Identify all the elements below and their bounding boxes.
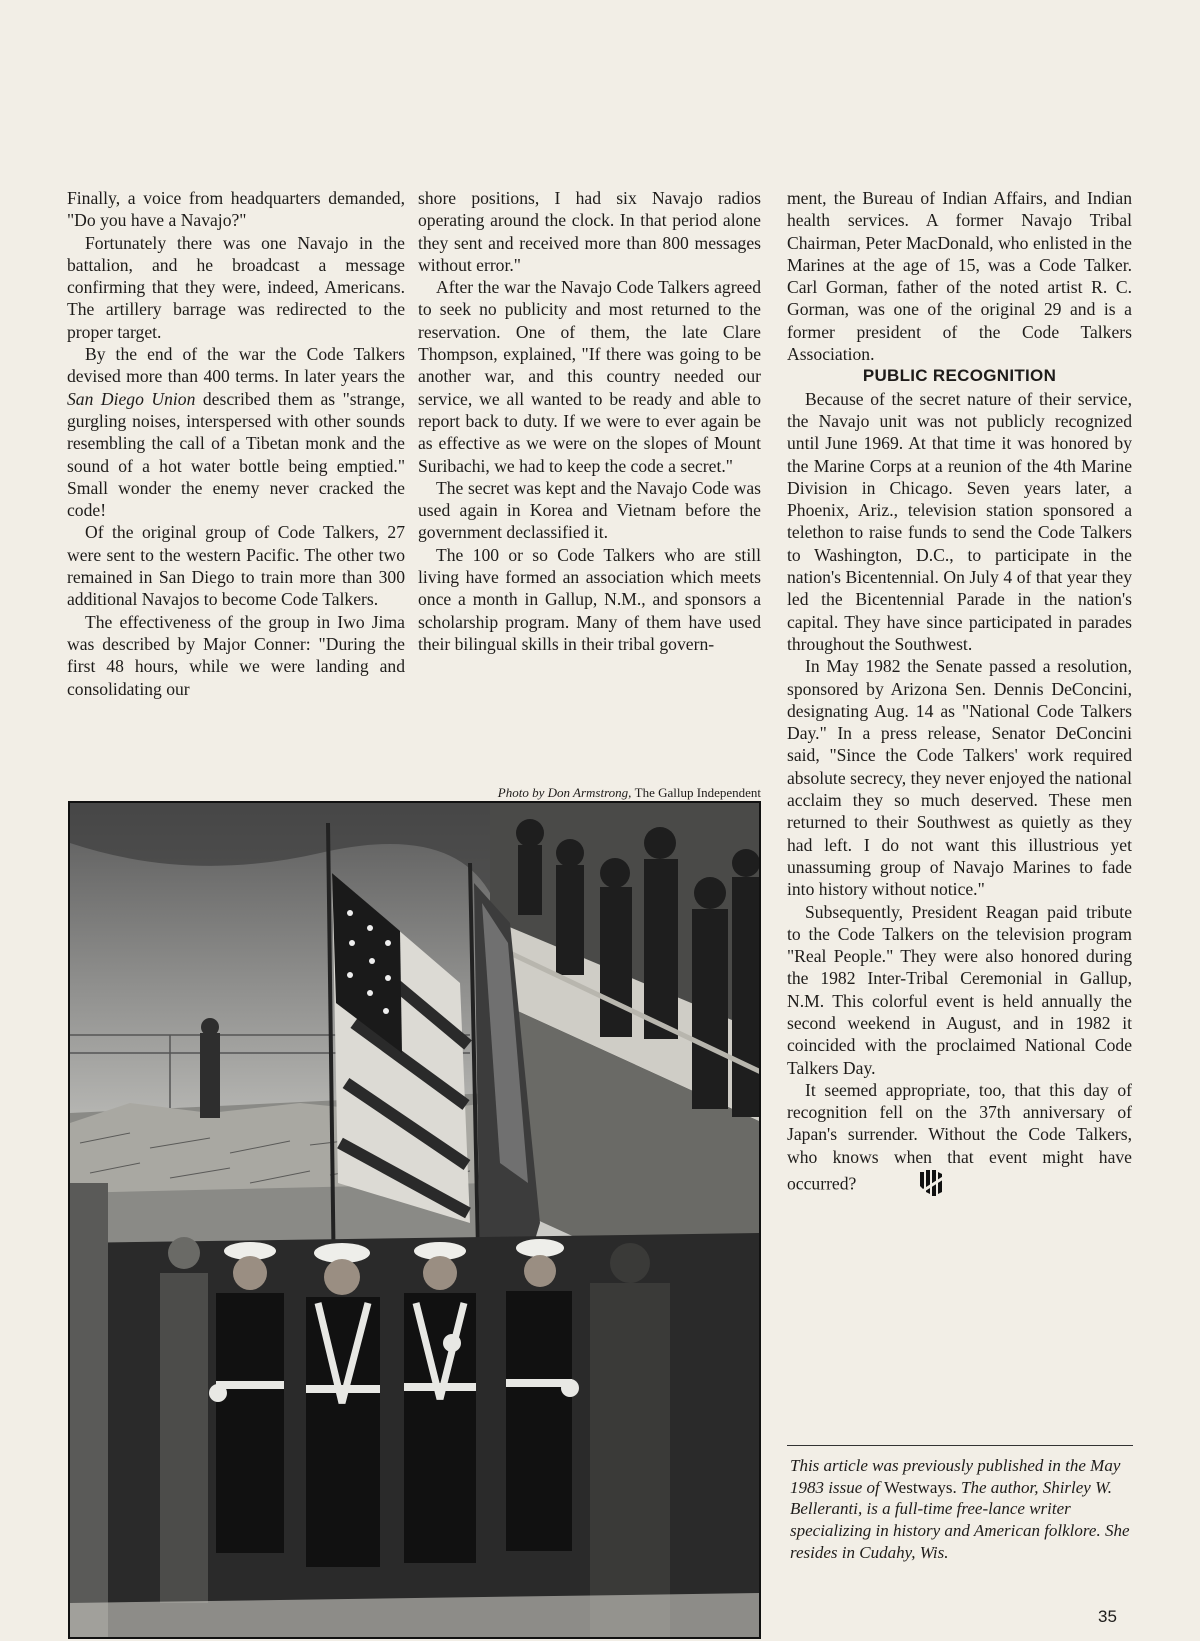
paragraph: shore positions, I had six Navajo radios operating around the clock. In that period alone they sent and received more than 800 messages without error."	[418, 188, 761, 275]
author-bio: This article was previously published in the May 1983 issue of Westways. The author, Shirley W. Belleranti, is a full-time free-lance writer specializing in history and American folklore. She resides in Cudahy, Wis.	[790, 1456, 1130, 1562]
section-heading: PUBLIC RECOGNITION	[862, 366, 1057, 386]
paragraph: After the war the Navajo Code Talkers agreed to seek no publicity and most returned to the reservation. One of them, the late Clare Thompson, explained, "If there was going to be another war, and this country needed our service, we all wanted to be ready and able to report back to duty. If we were to ever again be as effective as we were on the slopes of Mount Suribachi, we had to keep the code a secret."	[418, 277, 761, 476]
paragraph: The effectiveness of the group in Iwo Jima was described by Major Conner: "During the first 48 hours, while we were landing and consolidating our	[67, 611, 405, 699]
paragraph: It seemed appropriate, too, that this day of recognition fell on the 37th anniversary of Japan's surrender. Without the Code Talkers, who knows when that event might have occurred?	[787, 1079, 1132, 1203]
paragraph: The 100 or so Code Talkers who are still living have formed an association which meets once a month in Gallup, N.M., and sponsors a scholarship program. Many of them have used their bilingual skills in their tribal govern-	[418, 544, 761, 654]
article-column-3	[787, 187, 1132, 1203]
bio-divider	[787, 1445, 1133, 1446]
paragraph: ment, the Bureau of Indian Affairs, and Indian health services. A former Navajo Tribal Chairman, Peter MacDonald, who enlisted in the Marines at the age of 15, was a Code Talker. Carl Gorman, father of the noted artist R. C. Gorman, was one of the original 29 and is a former president of the Code Talkers Association.	[787, 188, 1132, 365]
article-column-1	[67, 187, 405, 700]
article-column-2	[418, 187, 761, 655]
paragraph: By the end of the war the Code Talkers devised more than 400 terms. In later years the San Diego Union described them as "strange, gurgling noises, interspersed with other sounds resembling the call of a Tibetan monk and the sound of a hot water bottle being emptied." Small wonder the enemy never cracked the code!	[67, 344, 405, 521]
paragraph: The secret was kept and the Navajo Code was used again in Korea and Vietnam before the government declassified it.	[418, 477, 761, 543]
publication-name: San Diego Union	[67, 388, 196, 409]
paragraph: Subsequently, President Reagan paid tribute to the Code Talkers on the television program "Real People." They were also honored during the 1982 Inter-Tribal Ceremonial in Gallup, N.M. This colorful event is held annually the second weekend in August, and in 1982 it coincided with the proclaimed National Code Talkers Day.	[787, 901, 1132, 1078]
paragraph: In May 1982 the Senate passed a resolution, sponsored by Arizona Sen. Dennis DeConcini, designating Aug. 14 as "National Code Talkers Day." In a press release, Senator DeConcini said, "Since the Code Talkers' work required absolute secrecy, they never enjoyed the national acclaim they so much deserved. These men returned to their Southwest as quietly as they had left. I do not want this illustrious yet unassuming group of Navajo Marines to fade into history without notice."	[787, 656, 1132, 900]
page-number: 35	[1098, 1607, 1117, 1626]
paragraph: Finally, a voice from headquarters demanded, "Do you have a Navajo?"	[67, 188, 405, 231]
paragraph: Fortunately there was one Navajo in the battalion, and he broadcast a message confirming that they were, indeed, Americans. The artillery barrage was redirected to the proper target.	[67, 232, 405, 342]
end-mark-icon	[900, 1168, 946, 1203]
paragraph: Of the original group of Code Talkers, 27 were sent to the western Pacific. The other two remained in San Diego to train more than 300 additional Navajos to become Code Talkers.	[67, 522, 405, 610]
parade-photo	[68, 801, 761, 1639]
photo-credit: Photo by Don Armstrong, The Gallup Independent	[497, 785, 761, 800]
paragraph: Because of the secret nature of their service, the Navajo unit was not publicly recognized until June 1969. At that time it was honored by the Marine Corps at a reunion of the 4th Marine Division in Chicago. Seven years later, a Phoenix, Ariz., television station sponsored a telethon to raise funds to send the Code Talkers to Washington, D.C., to participate in the nation's Bicentennial. On July 4 of that year they led the Bicentennial Parade in the nation's capital. They have since participated in parades throughout the Southwest.	[787, 388, 1132, 654]
